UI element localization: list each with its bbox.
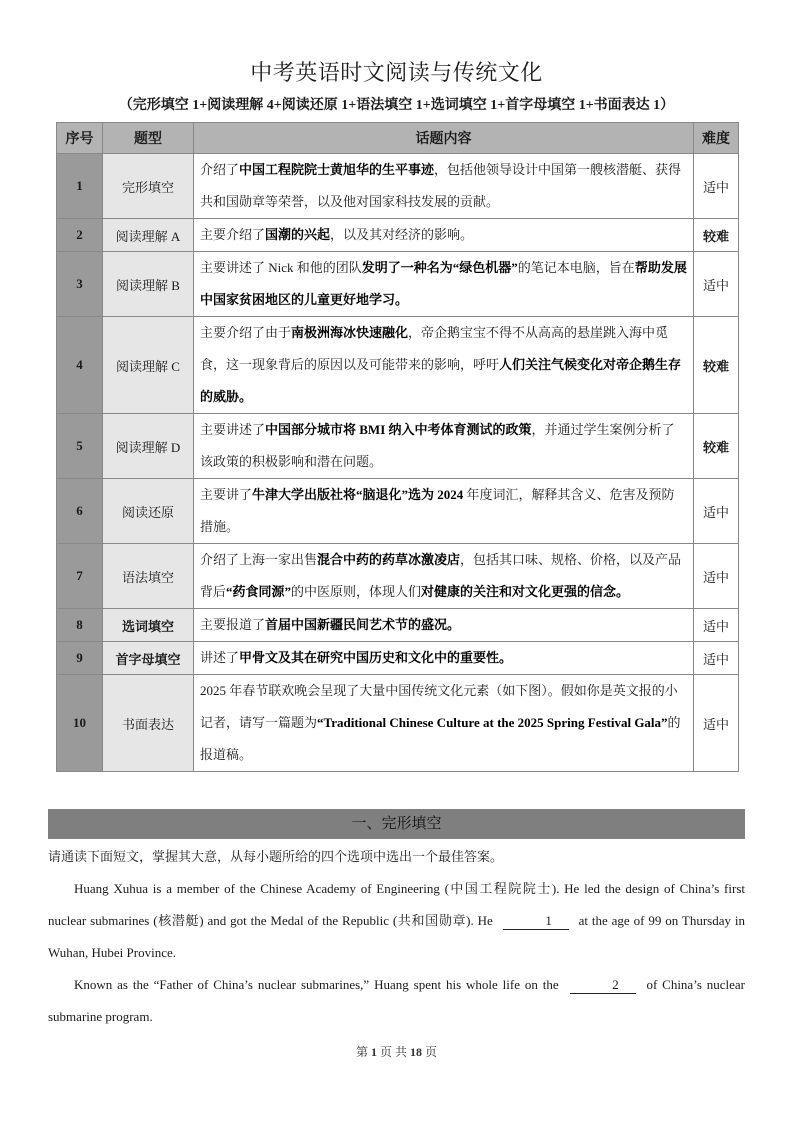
footer-suffix: 页 [425, 1045, 438, 1059]
row-type: 阅读理解 A [103, 219, 194, 252]
content-highlight: 中国工程院院士黄旭华的生平事迹 [239, 162, 435, 177]
content-text: ，帝企鹅宝宝不得不从高高的悬崖跳入海中觅食，这一现象背后的原因以及可能带来的影响，呼吁 [200, 325, 669, 372]
page-title: 中考英语时文阅读与传统文化 [250, 60, 543, 85]
row-number: 9 [57, 642, 103, 675]
paragraph-text-after: at the age of 99 on Thursday in Wuhan, Hubei Province. [48, 913, 746, 960]
page-footer [0, 1043, 793, 1060]
content-highlight: “药食同源” [226, 584, 292, 599]
content-highlight: 人们关注气候变化对帝企鹅生存的威胁。 [200, 357, 682, 404]
passage-paragraph-2 [48, 969, 745, 1033]
row-type: 阅读理解 D [103, 414, 194, 479]
content-text: 介绍了 [200, 162, 240, 177]
row-content [194, 609, 694, 642]
content-highlight: 国潮的兴起 [265, 227, 331, 242]
content-text: 主要介绍了由于 [200, 325, 292, 340]
footer-prefix: 第 [355, 1045, 368, 1059]
row-difficulty: 适中 [694, 479, 739, 544]
row-difficulty: 适中 [694, 642, 739, 675]
table-row [57, 642, 739, 675]
header-difficulty: 难度 [694, 123, 739, 154]
row-number: 8 [57, 609, 103, 642]
row-content [194, 317, 694, 414]
table-row [57, 414, 739, 479]
row-number: 6 [57, 479, 103, 544]
content-text: ，包括其口味、规格、价格，以及产品背后 [200, 552, 682, 599]
row-content [194, 219, 694, 252]
table-row [57, 252, 739, 317]
content-text: 2025 年春节联欢晚会呈现了大量中国传统文化元素（如下图）。假如你是英文报的小记者，请写一篇题为 [200, 683, 678, 730]
row-difficulty: 较难 [694, 219, 739, 252]
row-number: 5 [57, 414, 103, 479]
content-text: ，并通过学生案例分析了该政策的积极影响和潜在问题。 [200, 422, 675, 469]
row-type: 书面表达 [103, 675, 194, 772]
row-difficulty: 适中 [694, 252, 739, 317]
content-text: 讲述了 [200, 650, 240, 665]
header-number: 序号 [57, 123, 103, 154]
row-number: 3 [57, 252, 103, 317]
row-content [194, 252, 694, 317]
header-type: 题型 [103, 123, 194, 154]
section-instruction: 请通读下面短文，掌握其大意，从每小题所给的四个选项中选出一个最佳答案。 [48, 849, 504, 864]
content-text: 主要讲述了 Nick 和他的团队 [200, 260, 362, 275]
topic-table [56, 122, 739, 772]
section-heading: 一、完形填空 [48, 809, 745, 839]
content-text: 的报道稿。 [200, 715, 681, 762]
content-text: 主要讲了 [200, 487, 253, 502]
row-difficulty: 适中 [694, 154, 739, 219]
content-text: 的中医原则，体现人们 [291, 584, 422, 599]
table-row [57, 219, 739, 252]
content-highlight: 南极洲海冰快速融化 [291, 325, 409, 340]
footer-total-pages: 18 [410, 1045, 422, 1059]
table-row [57, 609, 739, 642]
table-row [57, 317, 739, 414]
row-content [194, 154, 694, 219]
paragraph-text-before: Known as the “Father of China’s nuclear submarines,” Huang spent his whole life on the [74, 977, 559, 992]
header-content: 话题内容 [194, 123, 694, 154]
row-number: 4 [57, 317, 103, 414]
row-type: 首字母填空 [103, 642, 194, 675]
content-text: 的笔记本电脑，旨在 [517, 260, 635, 275]
row-content [194, 479, 694, 544]
content-text: 主要报道了 [200, 617, 266, 632]
passage-paragraph-1 [48, 873, 745, 969]
content-highlight: “Traditional Chinese Culture at the 2025 Spring Festival Gala” [317, 715, 668, 730]
content-text: 介绍了上海一家出售 [200, 552, 318, 567]
row-type: 完形填空 [103, 154, 194, 219]
blank-1[interactable]: 1 [503, 913, 569, 930]
row-difficulty: 适中 [694, 544, 739, 609]
row-difficulty: 较难 [694, 414, 739, 479]
content-highlight: 对健康的关注和对文化更强的信念。 [421, 584, 630, 599]
row-content [194, 544, 694, 609]
blank-2[interactable]: 2 [570, 977, 636, 994]
content-highlight: 甲骨文及其在研究中国历史和文化中的重要性。 [239, 650, 513, 665]
row-number: 1 [57, 154, 103, 219]
content-highlight: 牛津大学出版社将“脑退化”选为 2024 [252, 487, 464, 502]
table-row [57, 675, 739, 772]
table-row [57, 479, 739, 544]
page-subtitle: （完形填空 1+阅读理解 4+阅读还原 1+语法填空 1+选词填空 1+首字母填空 1+书面表达 1） [118, 98, 675, 113]
content-text: 主要讲述了 [200, 422, 266, 437]
table-row [57, 544, 739, 609]
row-type: 语法填空 [103, 544, 194, 609]
row-type: 选词填空 [103, 609, 194, 642]
content-text: ，包括他领导设计中国第一艘核潜艇、获得共和国勋章等荣誉，以及他对国家科技发展的贡献。 [200, 162, 682, 209]
content-text: ，以及其对经济的影响。 [330, 227, 474, 242]
content-highlight: 帮助发展中国家贫困地区的儿童更好地学习。 [200, 260, 687, 307]
row-number: 2 [57, 219, 103, 252]
paragraph-text-before: Huang Xuhua is a member of the Chinese Academy of Engineering (中国工程院院士). He led the design of China’s first nuclear submarines (核潜艇) and got the Medal of the Republic (共和国勋章). He [48, 881, 745, 928]
row-difficulty: 较难 [694, 317, 739, 414]
row-content [194, 642, 694, 675]
row-difficulty: 适中 [694, 675, 739, 772]
row-type: 阅读还原 [103, 479, 194, 544]
row-content [194, 414, 694, 479]
footer-mid: 页 共 [379, 1045, 407, 1059]
row-type: 阅读理解 B [103, 252, 194, 317]
content-highlight: 发明了一种名为“绿色机器” [361, 260, 518, 275]
content-highlight: 首届中国新疆民间艺术节的盛况。 [265, 617, 461, 632]
footer-page-number: 1 [370, 1045, 377, 1059]
row-difficulty: 适中 [694, 609, 739, 642]
table-header-row [57, 123, 739, 154]
content-text: 年度词汇，解释其含义、危害及预防措施。 [200, 487, 675, 534]
paragraph-text-after: of China’s nuclear submarine program. [48, 977, 746, 1024]
content-highlight: 混合中药的药草冰激凌店 [317, 552, 461, 567]
content-highlight: 中国部分城市将 BMI 纳入中考体育测试的政策 [265, 422, 532, 437]
table-row [57, 154, 739, 219]
row-number: 7 [57, 544, 103, 609]
row-content [194, 675, 694, 772]
row-number: 10 [57, 675, 103, 772]
content-text: 主要介绍了 [200, 227, 266, 242]
row-type: 阅读理解 C [103, 317, 194, 414]
